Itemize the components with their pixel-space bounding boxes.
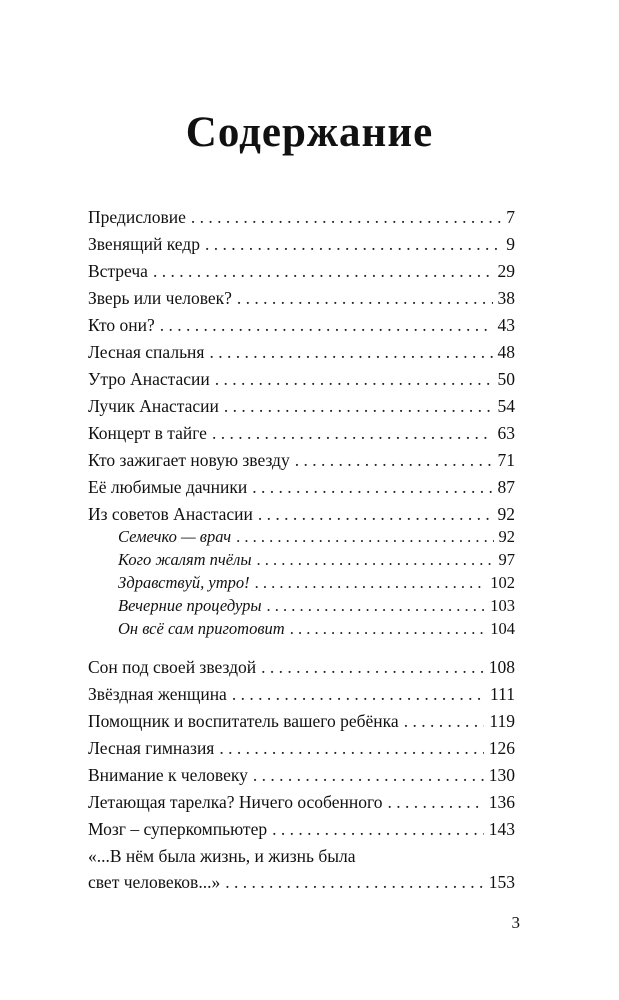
leader-dots	[153, 259, 493, 283]
toc-entry-title: Встреча	[88, 261, 148, 281]
toc-entry-title-line2: свет человеков...»	[88, 872, 221, 892]
leader-dots	[191, 205, 501, 229]
toc-entry-page: 54	[497, 396, 515, 416]
toc-subentry-title: Он всё сам приготовит	[118, 619, 285, 638]
toc-entry-page: 38	[497, 288, 515, 308]
toc-subentry-page: 92	[498, 527, 515, 546]
toc-entry	[88, 736, 515, 760]
toc-entry-title: Внимание к человеку	[88, 765, 248, 785]
leader-dots	[255, 571, 486, 595]
leader-dots	[295, 448, 493, 472]
leader-dots	[225, 870, 484, 894]
toc-entry-title: Лесная гимназия	[88, 738, 215, 758]
leader-dots	[212, 421, 493, 445]
toc-entry-title: Помощник и воспитатель вашего ребёнка	[88, 711, 399, 731]
toc-entry-title: Летающая тарелка? Ничего особенного	[88, 792, 383, 812]
toc-entry-page: 108	[488, 657, 515, 677]
toc-entry-page: 43	[497, 315, 515, 335]
toc-subentry	[118, 594, 515, 618]
toc-entry	[88, 448, 515, 472]
toc-entry-page: 119	[489, 711, 515, 731]
leader-dots	[258, 502, 493, 526]
leader-dots	[219, 736, 483, 760]
leader-dots	[237, 286, 493, 310]
toc-subentry-page: 103	[490, 596, 515, 615]
toc-entry	[88, 286, 515, 310]
toc-entry-page: 153	[488, 872, 515, 892]
toc-entry-page: 63	[497, 423, 515, 443]
toc-entry-title: Её любимые дачники	[88, 477, 248, 497]
toc-entry	[88, 313, 515, 337]
toc-entry	[88, 844, 515, 894]
toc-entry-title: Зверь или человек?	[88, 288, 232, 308]
toc-entry-title: Утро Анастасии	[88, 369, 210, 389]
toc-entry-page: 111	[490, 684, 515, 704]
toc-entry-title: Кто зажигает новую звезду	[88, 450, 290, 470]
toc-entry-title: Кто они?	[88, 315, 155, 335]
toc-entry-title: Предисловие	[88, 207, 186, 227]
leader-dots	[215, 367, 493, 391]
toc-subentry-page: 97	[498, 550, 515, 569]
leader-dots	[236, 525, 493, 549]
leader-dots	[387, 790, 483, 814]
toc-entry-page: 71	[497, 450, 515, 470]
leader-dots	[205, 232, 501, 256]
toc-subentry	[118, 571, 515, 595]
toc-subentry	[118, 617, 515, 641]
toc-entry	[88, 790, 515, 814]
toc-entry-title: Звёздная женщина	[88, 684, 227, 704]
toc-subentry-page: 104	[490, 619, 515, 638]
toc-subentry-title: Кого жалят пчёлы	[118, 550, 252, 569]
toc-entry-page: 9	[506, 234, 515, 254]
leader-dots	[232, 682, 485, 706]
leader-dots	[252, 475, 492, 499]
toc-entry-title: Концерт в тайге	[88, 423, 207, 443]
leader-dots	[404, 709, 485, 733]
page-number: 3	[511, 913, 520, 932]
toc-entry-page: 50	[497, 369, 515, 389]
toc-entry	[88, 655, 515, 679]
leader-dots	[224, 394, 493, 418]
toc-entry	[88, 421, 515, 445]
toc-entry-page: 7	[506, 207, 515, 227]
page-title: Содержание	[185, 109, 434, 156]
toc-entry-page: 136	[488, 792, 515, 812]
toc-entry-title-line1: «...В нём была жизнь, и жизнь была	[88, 846, 356, 866]
toc-entry	[88, 367, 515, 391]
toc-entry-page: 130	[488, 765, 515, 785]
toc-subentry-title: Вечерние процедуры	[118, 596, 262, 615]
toc-subentry-page: 102	[490, 573, 515, 592]
toc-entry	[88, 394, 515, 418]
toc-entry-page: 87	[497, 477, 515, 497]
toc-entry-page: 29	[497, 261, 515, 281]
toc-entry-title: Звенящий кедр	[88, 234, 200, 254]
toc-entry-page: 92	[497, 504, 515, 524]
leader-dots	[272, 817, 484, 841]
leader-dots	[267, 594, 486, 618]
toc-entry-title: Лучик Анастасии	[88, 396, 219, 416]
toc-entry	[88, 682, 515, 706]
leader-dots	[290, 617, 486, 641]
toc-subentry	[118, 525, 515, 549]
leader-dots	[261, 655, 484, 679]
toc-entry-title: Мозг – суперкомпьютер	[88, 819, 268, 839]
toc-subentry	[118, 548, 515, 572]
toc-subentry-title: Здравствуй, утро!	[118, 573, 250, 592]
toc-entry	[88, 232, 515, 256]
toc-entry	[88, 340, 515, 364]
toc-entry	[88, 817, 515, 841]
leader-dots	[160, 313, 493, 337]
toc-entry	[88, 475, 515, 499]
leader-dots	[257, 548, 494, 572]
toc-entry	[88, 502, 515, 526]
toc-entry-title: Из советов Анастасии	[88, 504, 253, 524]
leader-dots	[209, 340, 492, 364]
toc-entry	[88, 259, 515, 283]
toc-entry	[88, 709, 515, 733]
leader-dots	[253, 763, 484, 787]
toc-entry	[88, 763, 515, 787]
toc-entry-title: Лесная спальня	[88, 342, 205, 362]
toc-entry	[88, 205, 515, 229]
toc-entry-page: 143	[488, 819, 515, 839]
toc-entry-title: Сон под своей звездой	[88, 657, 257, 677]
toc-entry-page: 126	[488, 738, 515, 758]
toc-subentry-title: Семечко — врач	[118, 527, 232, 546]
toc-entry-page: 48	[497, 342, 515, 362]
